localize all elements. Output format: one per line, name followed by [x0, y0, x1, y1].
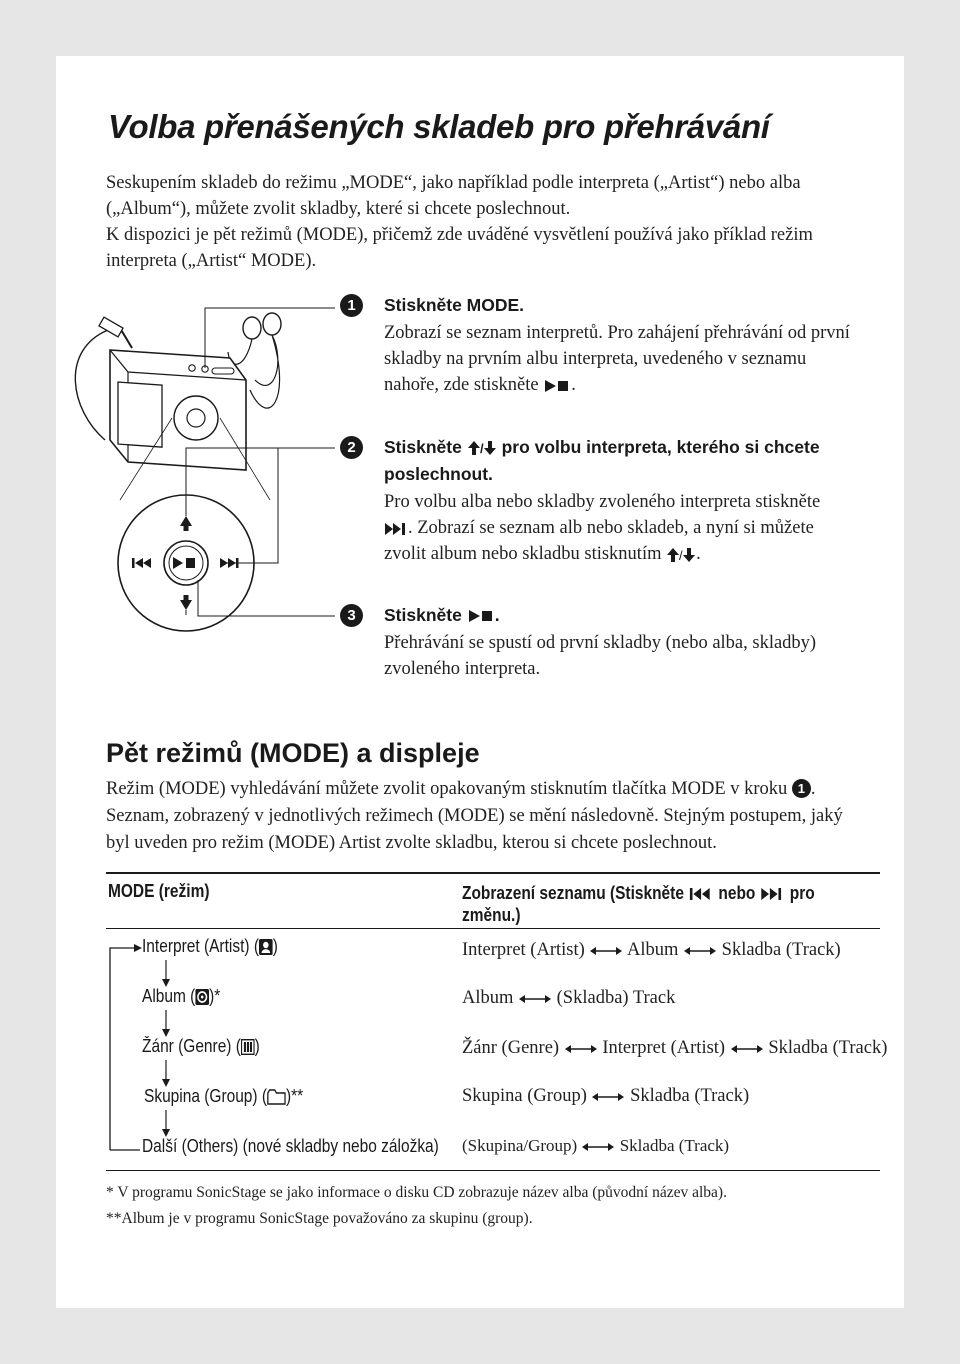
- double-arrow-icon: [591, 1092, 625, 1102]
- mode-label-end: )**: [285, 1086, 304, 1106]
- step3-heading-text: Stiskněte: [384, 605, 462, 625]
- step2-line: [384, 515, 820, 541]
- step3-line: zvoleného interpreta.: [384, 659, 541, 679]
- step3-line: Přehrávání se spustí od první skladby (nebo alba, skladby): [384, 633, 817, 653]
- earbud-right: [263, 313, 281, 335]
- up-down-arrows-icon: [467, 440, 497, 456]
- table-header-rule: [106, 928, 880, 929]
- mode-label: Skupina (Group) (: [144, 1086, 268, 1106]
- play-stop-icon: [543, 379, 571, 393]
- mode-button-illus: [189, 365, 195, 371]
- earbud-left: [243, 317, 261, 339]
- table-header-display-c: pro: [789, 883, 815, 903]
- step3-body: [384, 630, 816, 682]
- section2-paragraph: [106, 776, 886, 857]
- mode-label: Interpret (Artist) (: [142, 936, 259, 956]
- display-row-genre: [462, 1038, 887, 1059]
- svg-text:/: /: [679, 547, 683, 563]
- table-bottom-rule: [106, 1170, 880, 1171]
- step2-body: [384, 489, 820, 567]
- display-item: Interpret (Artist): [602, 1038, 726, 1058]
- player-screen: [118, 382, 162, 447]
- display-item: (Skupina/Group): [462, 1136, 578, 1155]
- step2-line-text: . Zobrazí se seznam alb nebo skladeb, a nyní si můžete: [408, 518, 814, 538]
- mode-row-artist: [142, 936, 278, 957]
- double-arrow-icon: [518, 994, 552, 1004]
- mode-row-album: [142, 986, 220, 1007]
- step2-heading: [384, 434, 820, 460]
- step2-line-text: zvolit album nebo skladbu stisknutím: [384, 544, 662, 564]
- up-down-arrows-icon: [666, 547, 696, 563]
- prev-track-icon: [132, 558, 135, 568]
- step2-line-end: .: [696, 544, 701, 564]
- step-reference: 1: [792, 779, 811, 798]
- step1-line-end: .: [571, 375, 576, 395]
- section2-line: byl uveden pro režim (MODE) Artist zvolte skladbu, kterou si chcete poslechnout.: [106, 833, 717, 853]
- step1-line: skladby na prvním albu interpreta, uvedeného v seznamu: [384, 349, 807, 369]
- table-header-display-a: Zobrazení seznamu (Stiskněte: [462, 883, 684, 903]
- table-header-display-b: nebo: [718, 883, 756, 903]
- table-header-mode: MODE (režim): [108, 881, 210, 901]
- step1-line: [384, 372, 850, 398]
- display-item: (Skladba) Track: [556, 988, 676, 1008]
- intro-line: interpreta („Artist“ MODE).: [106, 251, 317, 271]
- double-arrow-icon: [730, 1044, 764, 1054]
- next-track-icon: [760, 887, 786, 901]
- next-track-icon: [384, 522, 408, 536]
- table-top-rule: [106, 872, 880, 874]
- step-number-2: 2: [340, 436, 363, 459]
- mode-row-others: [142, 1136, 439, 1157]
- display-row-artist: [462, 940, 841, 961]
- display-item: Skladba (Track): [768, 1038, 888, 1058]
- mode-row-group: [144, 1086, 303, 1107]
- section2-line: Seznam, zobrazený v jednotlivých režimech (MODE) se mění následovně. Stejným postupem, jaký: [106, 806, 843, 826]
- double-arrow-icon: [683, 946, 717, 956]
- section2-line-text: Režim (MODE) vyhledávání můžete zvolit opakovaným stisknutím tlačítka MODE v kroku: [106, 779, 788, 799]
- step2-heading-a: Stiskněte: [384, 437, 462, 457]
- intro-line: K dispozici je pět režimů (MODE), přičemž zde uváděné vysvětlení používá jako příklad režim: [106, 225, 813, 245]
- flow-arrow: [134, 944, 142, 952]
- step1-line-text: nahoře, zde stiskněte: [384, 375, 539, 395]
- section2-title: Pět režimů (MODE) a displeje: [106, 738, 480, 768]
- step3-heading-end: .: [494, 605, 500, 625]
- display-item: Skupina (Group): [462, 1086, 587, 1106]
- table-header-display: [462, 882, 866, 926]
- step1-heading: Stiskněte MODE.: [384, 295, 525, 315]
- mode-label-end: ): [272, 936, 278, 956]
- mode-label: Další (Others) (nové skladby nebo záložka): [142, 1136, 439, 1156]
- step-number-1: 1: [340, 294, 363, 317]
- step2-heading-line2: poslechnout.: [384, 464, 493, 484]
- footnote-2: **Album je v programu SonicStage považováno za skupinu (group).: [106, 1210, 533, 1227]
- step-number-3: 3: [340, 604, 363, 627]
- mode-label-end: ): [254, 1036, 260, 1056]
- display-item: Skladba (Track): [619, 1136, 730, 1155]
- step3-heading: [384, 602, 500, 628]
- display-item: Žánr (Genre): [462, 1038, 560, 1058]
- player-illustration: [60, 290, 350, 640]
- section2-line-end: .: [810, 779, 816, 799]
- play-stop-icon: [467, 609, 495, 623]
- display-item: Album: [462, 988, 514, 1008]
- svg-text:/: /: [479, 441, 484, 457]
- intro-line: Seskupením skladeb do režimu „MODE“, jako například podle interpreta („Artist“) nebo alba: [106, 173, 801, 193]
- intro-line: („Album“), můžete zvolit skladby, které si chcete poslechnout.: [106, 199, 571, 219]
- display-item: Skladba (Track): [721, 940, 841, 960]
- table-header-display-d: změnu.): [462, 905, 521, 925]
- step1-body: [384, 320, 850, 398]
- double-arrow-icon: [564, 1044, 598, 1054]
- intro-paragraph: [106, 170, 866, 274]
- display-item: Skladba (Track): [630, 1086, 750, 1106]
- double-arrow-icon: [589, 946, 623, 956]
- step2-line: [384, 541, 820, 567]
- double-arrow-icon: [581, 1142, 615, 1152]
- mode-label: Album (: [142, 986, 196, 1006]
- mode-row-genre: [142, 1036, 260, 1057]
- genre-icon: [241, 1039, 255, 1055]
- display-item: Album: [627, 940, 679, 960]
- page-title: Volba přenášených skladeb pro přehrávání: [108, 108, 770, 145]
- artist-icon: [259, 939, 273, 955]
- album-icon: [195, 989, 209, 1005]
- display-row-others: [462, 1136, 729, 1156]
- prev-track-icon: [688, 887, 714, 901]
- display-row-album: [462, 988, 675, 1009]
- plug-body: [99, 317, 123, 337]
- earbud-wire: [250, 335, 280, 408]
- section2-line: [106, 776, 886, 803]
- step2-heading-b: pro volbu interpreta, kterého si chcete: [501, 437, 820, 457]
- mode-label-end: )*: [209, 986, 221, 1006]
- step2-line: Pro volbu alba nebo skladby zvoleného interpreta stiskněte: [384, 492, 821, 512]
- footnote-1: * V programu SonicStage se jako informace o disku CD zobrazuje název alba (původní název alba).: [106, 1184, 727, 1201]
- step1-line: Zobrazí se seznam interpretů. Pro zahájení přehrávání od první: [384, 323, 850, 343]
- folder-icon: [267, 1089, 286, 1105]
- mode-label: Žánr (Genre) (: [142, 1036, 241, 1056]
- display-row-group: [462, 1086, 749, 1107]
- cable-line: [75, 330, 108, 440]
- display-item: Interpret (Artist): [462, 940, 585, 960]
